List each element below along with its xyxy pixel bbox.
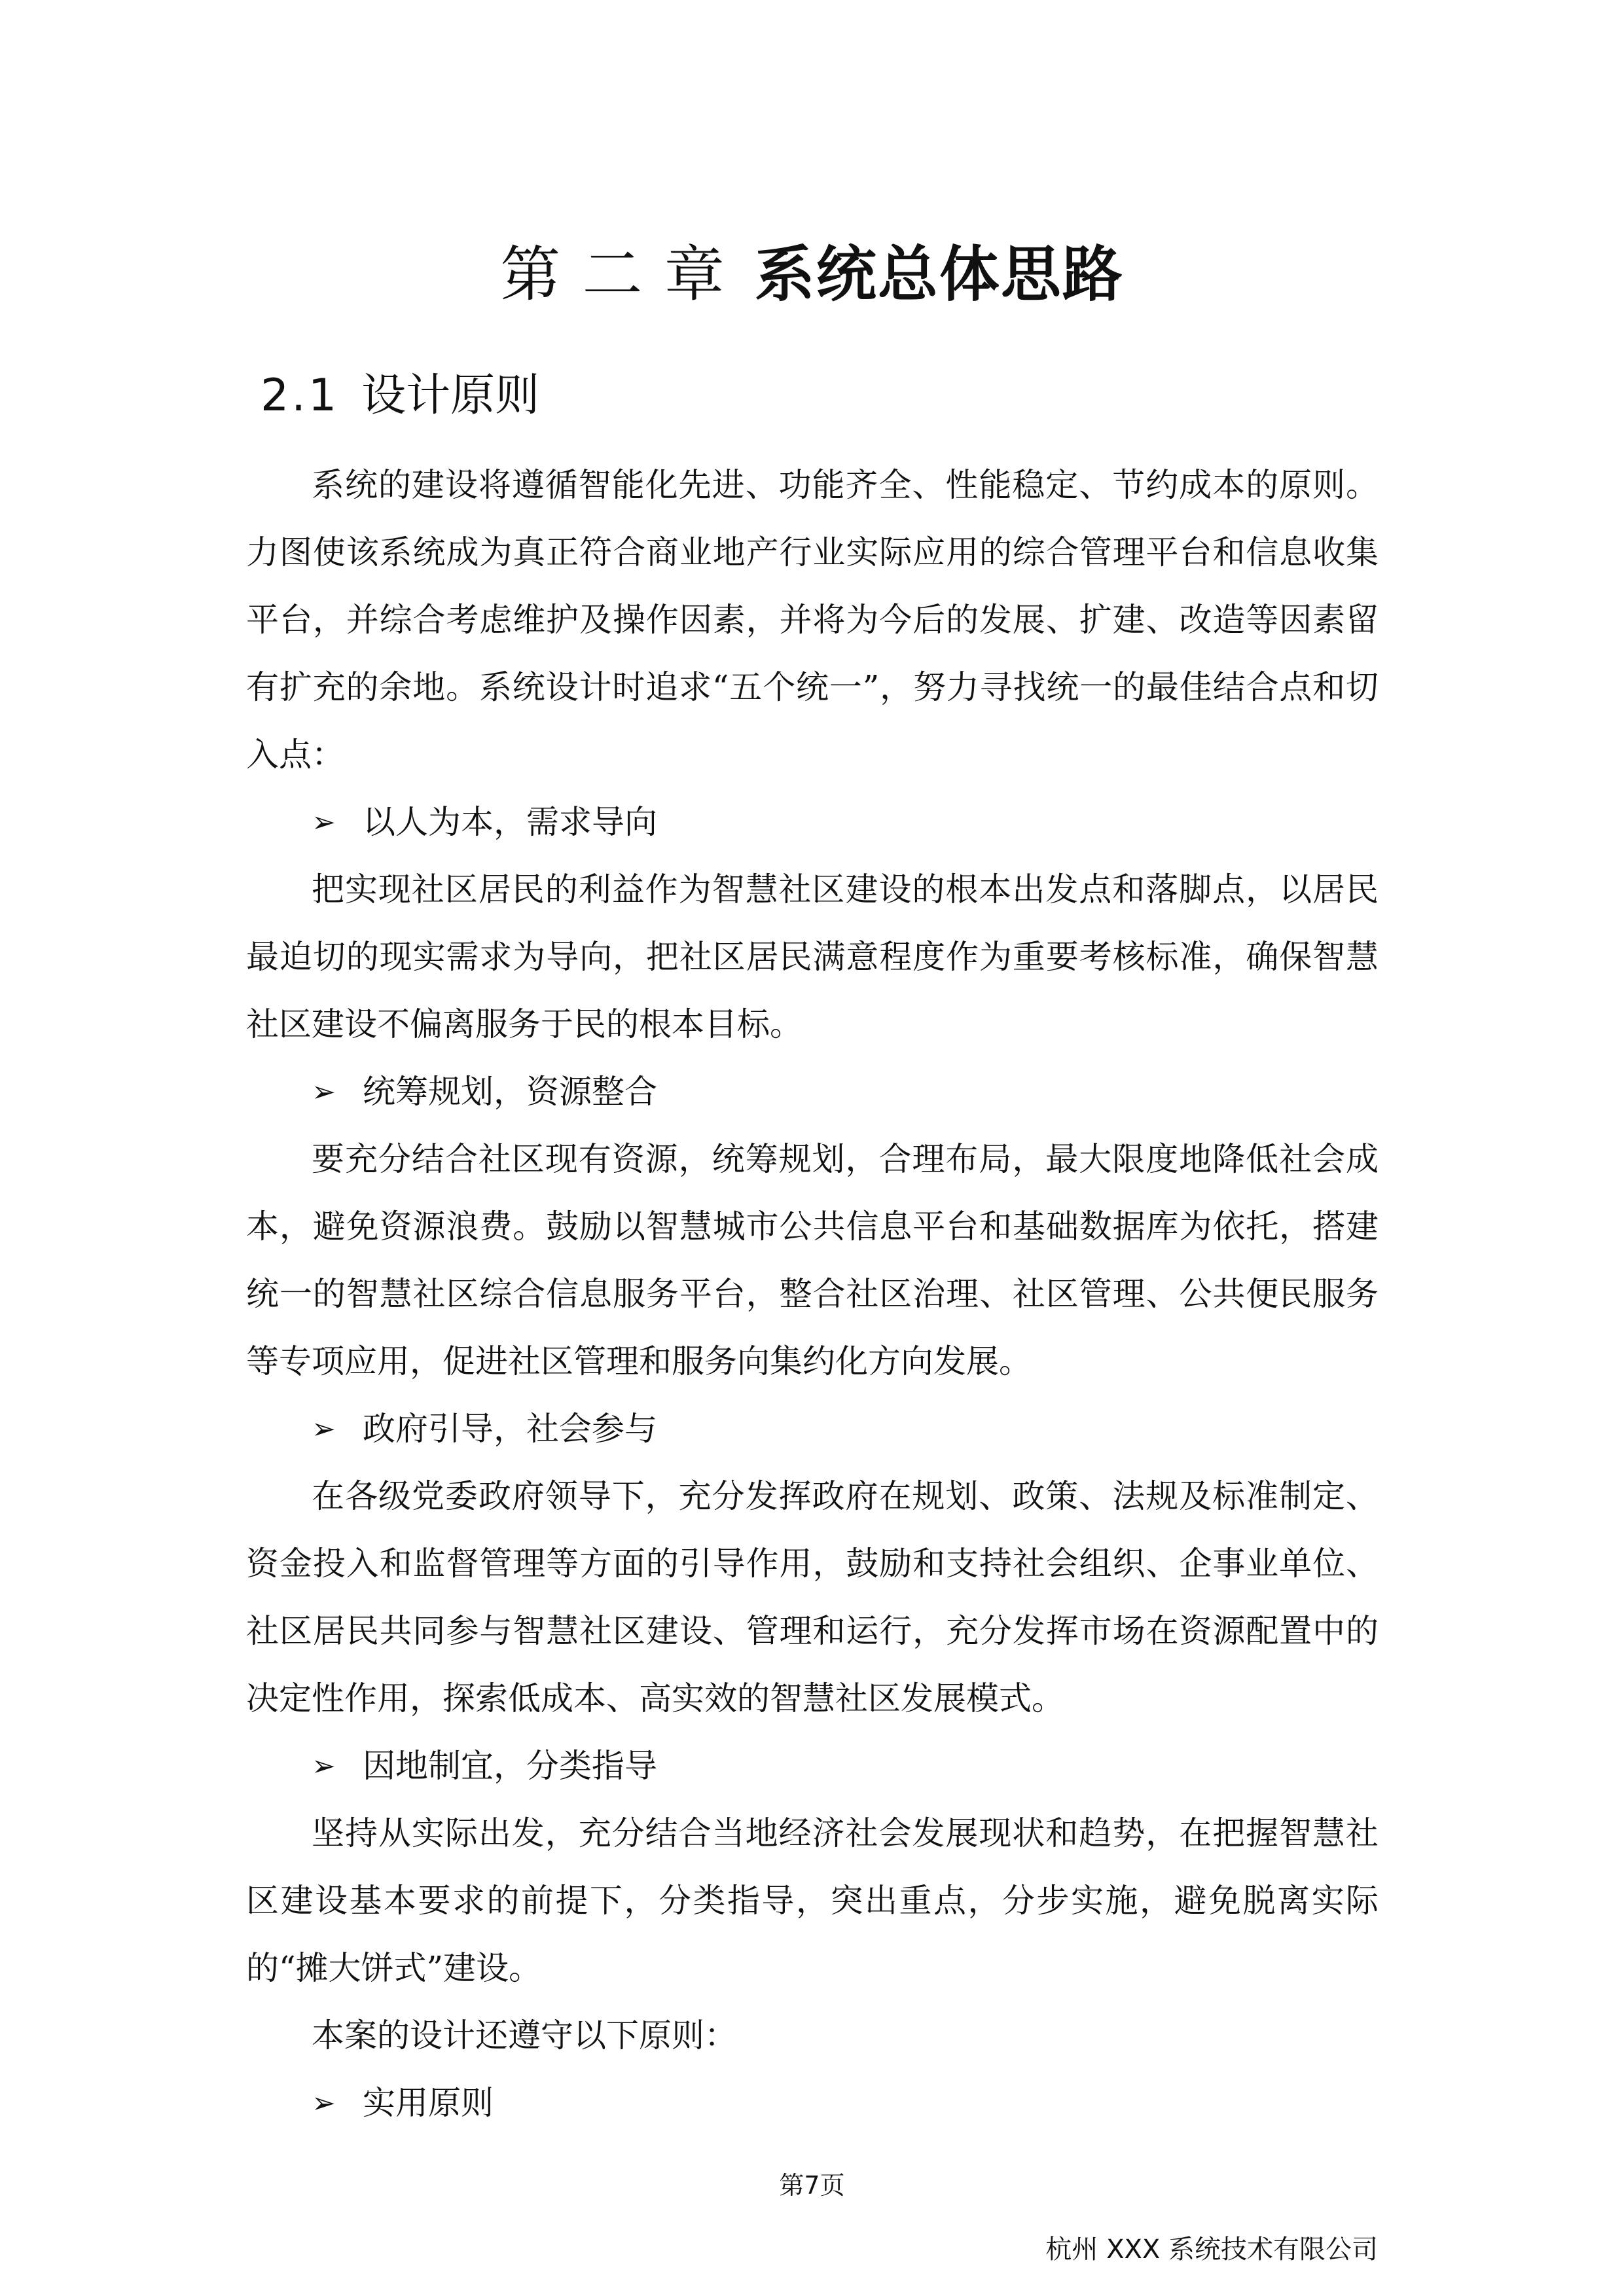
arrow-bullet-icon: ➢ <box>312 1075 336 1109</box>
principle-title: 统筹规划，资源整合 <box>363 1073 657 1111</box>
page-number: 第7页 <box>779 2171 845 2200</box>
principle-title: 实用原则 <box>363 2084 494 2122</box>
principle-title: 因地制宜，分类指导 <box>363 1747 657 1785</box>
arrow-bullet-icon: ➢ <box>312 806 336 839</box>
principle-paragraph: 坚持从实际出发，充分结合当地经济社会发展现状和趋势，在把握智慧社区建设基本要求的前提下，分类指导，突出重点，分步实施，避免脱离实际的“摊大饼式”建设。 <box>246 1814 1379 1987</box>
additional-intro-paragraph: 本案的设计还遵守以下原则： <box>312 2017 737 2054</box>
principle-paragraph: 在各级党委政府领导下，充分发挥政府在规划、政策、法规及标准制定、资金投入和监督管理等方面的引导作用，鼓励和支持社会组织、企事业单位、社区居民共同参与智慧社区建设、管理和运行，充分发挥市场在资源配置中的决定性作用，探索低成本、高实效的智慧社区发展模式。 <box>246 1477 1379 1717</box>
principle-bullet <box>246 2070 1379 2137</box>
arrow-bullet-icon: ➢ <box>312 1749 336 1783</box>
intro-paragraph: 系统的建设将遵循智能化先进、功能齐全、性能稳定、节约成本的原则。力图使该系统成为真正符合商业地产行业实际应用的综合管理平台和信息收集平台，并综合考虑维护及操作因素，并将为今后的发展、扩建、改造等因素留有扩充的余地。系统设计时追求“五个统一”，努力寻找统一的最佳结合点和切入点： <box>246 466 1379 774</box>
principle-bullet <box>246 1058 1379 1126</box>
principle-bullet <box>246 789 1379 856</box>
chapter-title <box>0 236 1624 314</box>
principle-bullet <box>246 1395 1379 1463</box>
section-number: 2.1 <box>261 370 340 422</box>
principle-title: 政府引导，社会参与 <box>363 1410 657 1448</box>
principle-paragraph: 把实现社区居民的利益作为智慧社区建设的根本出发点和落脚点，以居民最迫切的现实需求为导向，把社区居民满意程度作为重要考核标准，确保智慧社区建设不偏离服务于民的根本目标。 <box>246 870 1379 1043</box>
principle-bullet <box>246 1732 1379 1800</box>
document-body <box>246 452 1379 2137</box>
arrow-bullet-icon: ➢ <box>312 1412 336 1446</box>
arrow-bullet-icon: ➢ <box>312 2087 336 2120</box>
principle-paragraph: 要充分结合社区现有资源，统筹规划，合理布局，最大限度地降低社会成本，避免资源浪费。鼓励以智慧城市公共信息平台和基础数据库为依托，搭建统一的智慧社区综合信息服务平台，整合社区治理、社区管理、公共便民服务等专项应用，促进社区管理和服务向集约化方向发展。 <box>246 1140 1379 1380</box>
section-title: 设计原则 <box>361 370 540 422</box>
chapter-label: 第 二 章 <box>500 240 726 310</box>
section-heading <box>261 367 539 425</box>
principle-title: 以人为本，需求导向 <box>363 803 657 841</box>
company-name: 杭州 XXX 系统技术有限公司 <box>1045 2234 1378 2265</box>
chapter-name: 系统总体思路 <box>754 240 1124 310</box>
